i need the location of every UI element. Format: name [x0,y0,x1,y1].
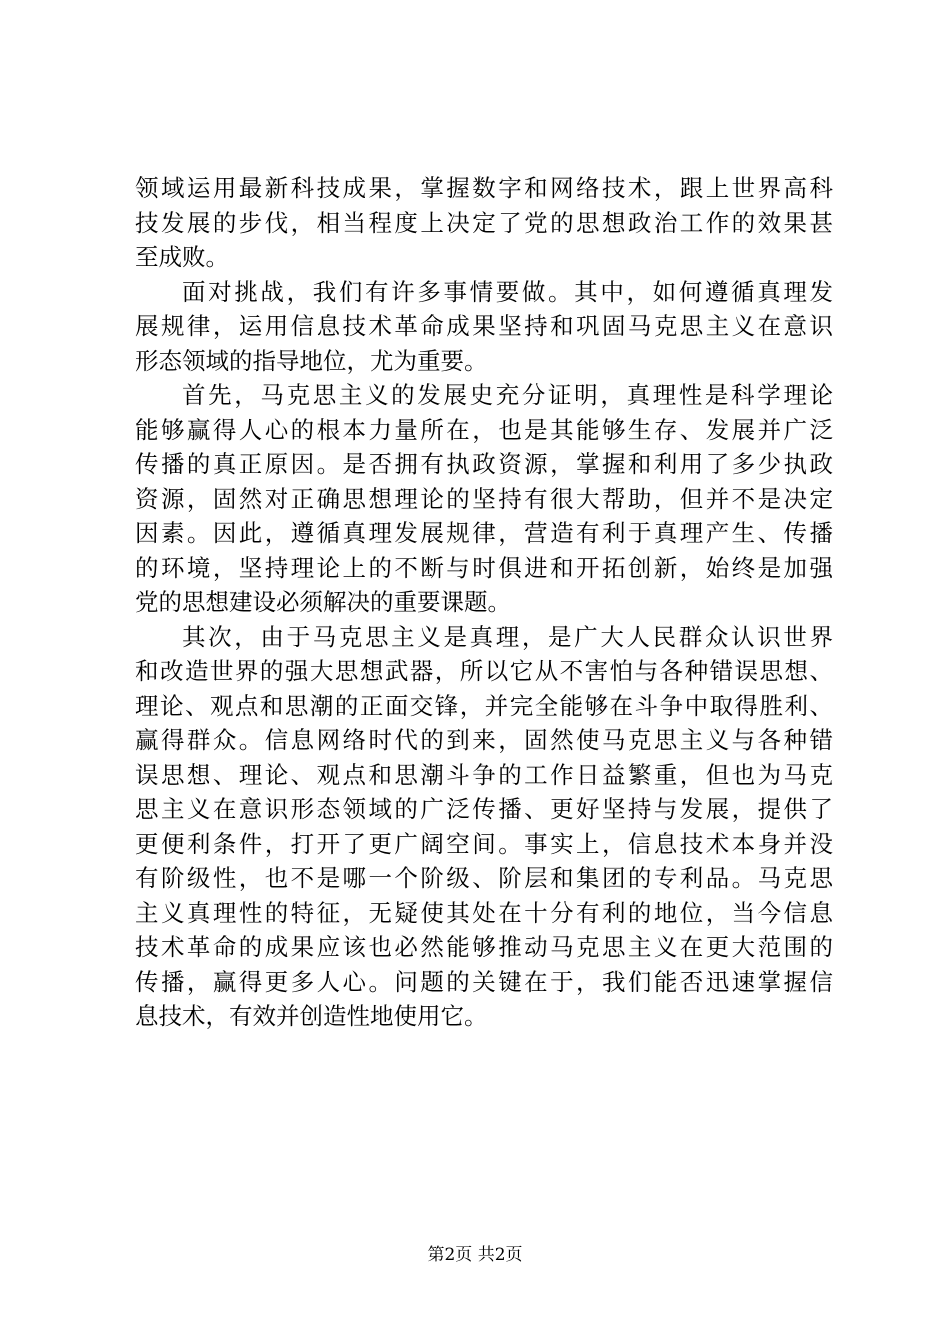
text-line: 领域运用最新科技成果，掌握数字和网络技术，跟上世界高科 [135,174,833,202]
text-line: 首先，马克思主义的发展史充分证明，真理性是科学理论 [182,381,833,409]
paragraph [135,620,833,1034]
text-line: 有阶级性，也不是哪一个阶级、阶层和集团的专利品。马克思 [135,864,833,892]
text-line: 传播的真正原因。是否拥有执政资源，掌握和利用了多少执政 [135,450,833,478]
text-line: 至成败。 [135,243,229,271]
text-line: 更便利条件，打开了更广阔空间。事实上，信息技术本身并没 [135,829,833,858]
text-line: 传播，赢得更多人心。问题的关键在于，我们能否迅速掌握信 [135,967,833,996]
text-line: 党的思想建设必须解决的重要课题。 [135,588,511,616]
text-line: 理论、观点和思潮的正面交锋，并完全能够在斗争中取得胜利、 [135,691,833,720]
text-line: 误思想、理论、观点和思潮斗争的工作日益繁重，但也为马克 [135,760,833,789]
text-line: 息技术，有效并创造性地使用它。 [135,1002,488,1030]
text-line: 因素。因此，遵循真理发展规律，营造有利于真理产生、传播 [135,519,833,547]
document-body [135,171,833,1034]
text-line: 面对挑战，我们有许多事情要做。其中，如何遵循真理发 [182,277,833,306]
text-line: 能够赢得人心的根本力量所在，也是其能够生存、发展并广泛 [135,415,833,444]
page-number: 第2页 共2页 [427,1245,523,1265]
text-line: 展规律，运用信息技术革命成果坚持和巩固马克思主义在意识 [135,312,833,340]
text-line: 其次，由于马克思主义是真理，是广大人民群众认识世界 [182,622,833,651]
text-line: 主义真理性的特征，无疑使其处在十分有利的地位，当今信息 [135,898,833,927]
text-line: 技术革命的成果应该也必然能够推动马克思主义在更大范围的 [135,933,833,961]
paragraph [135,378,833,620]
text-line: 资源，固然对正确思想理论的坚持有很大帮助，但并不是决定 [135,484,833,513]
paragraph [135,171,833,275]
page-footer [0,1244,950,1266]
text-line: 和改造世界的强大思想武器，所以它从不害怕与各种错误思想、 [135,657,833,685]
text-line: 思主义在意识形态领域的广泛传播、更好坚持与发展，提供了 [135,795,833,823]
text-line: 形态领域的指导地位，尤为重要。 [135,346,488,375]
text-line: 技发展的步伐，相当程度上决定了党的思想政治工作的效果甚 [135,208,833,237]
paragraph [135,275,833,379]
text-line: 赢得群众。信息网络时代的到来，固然使马克思主义与各种错 [135,726,833,754]
text-line: 的环境，坚持理论上的不断与时俱进和开拓创新，始终是加强 [135,553,833,582]
